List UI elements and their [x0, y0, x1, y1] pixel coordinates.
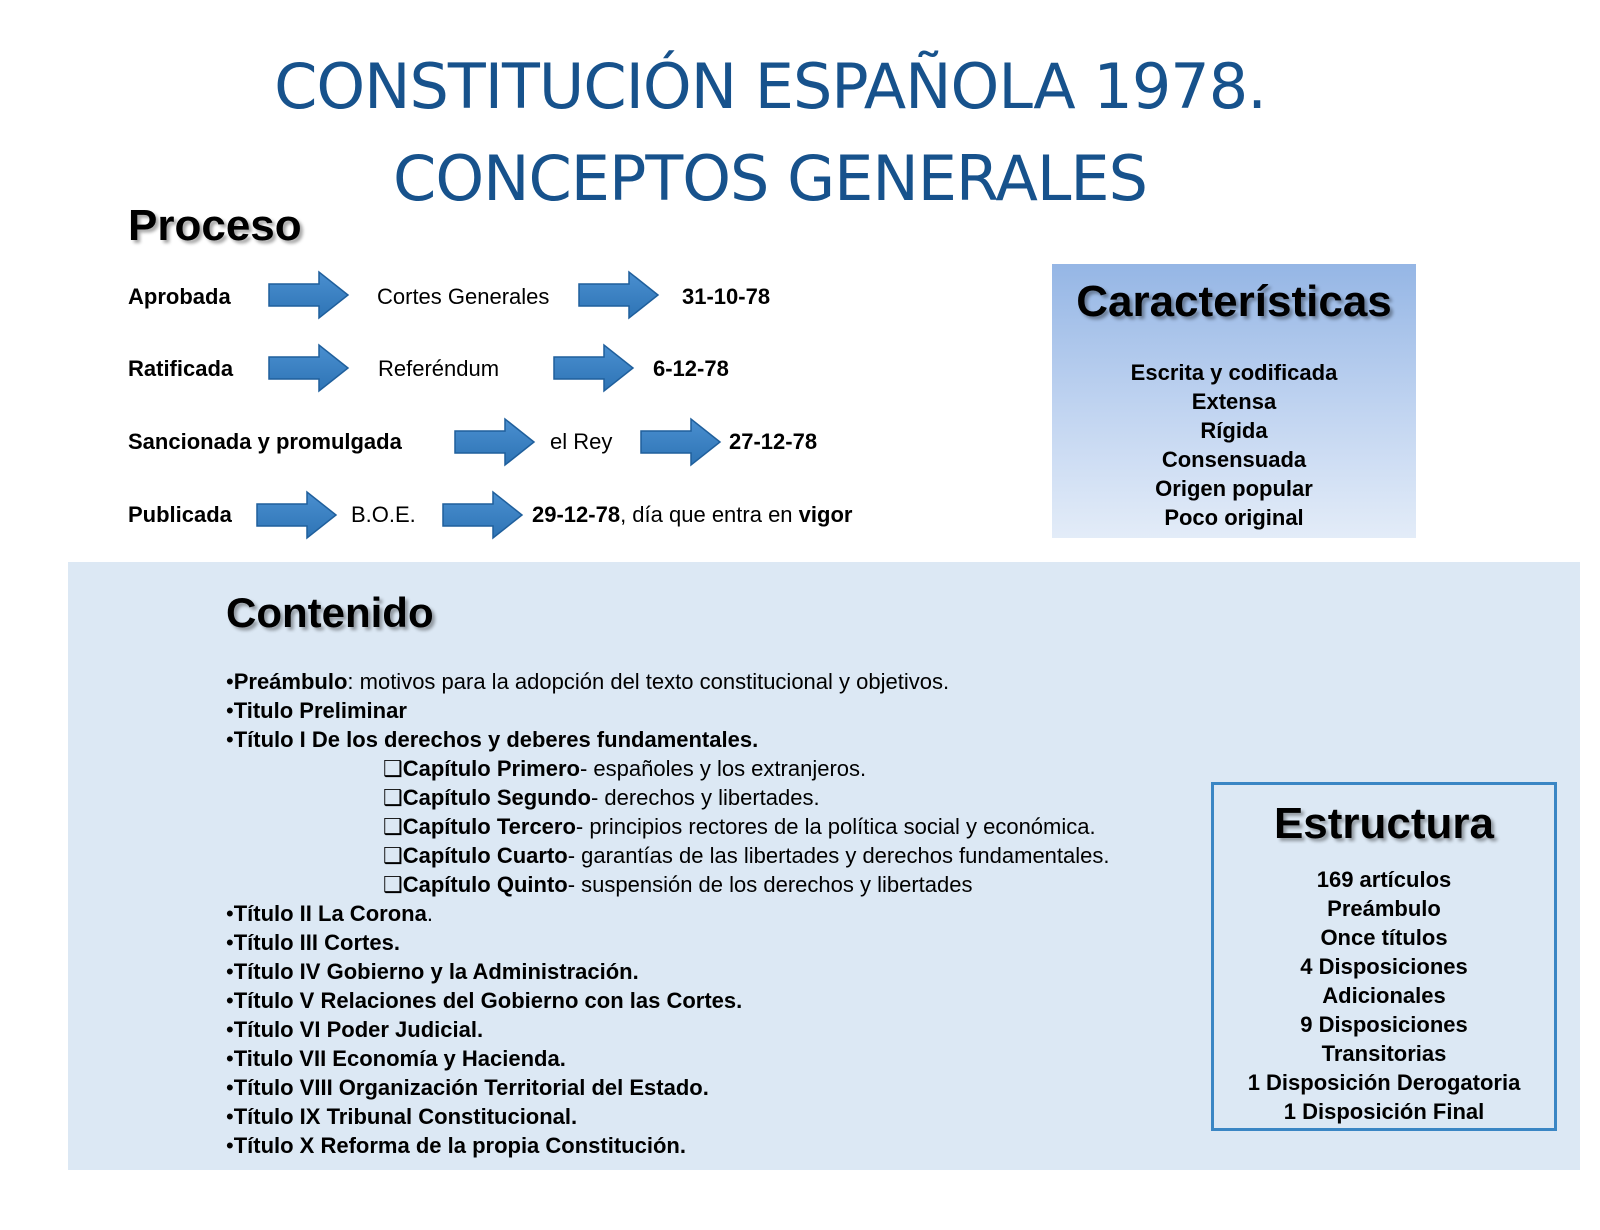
estructura-item: 1 Disposición Final — [1283, 1099, 1485, 1124]
bullet-icon: • — [226, 930, 234, 955]
estructura-heading: Estructura — [1273, 799, 1495, 848]
contenido-item: •Titulo VII Economía y Hacienda. — [226, 1046, 566, 1071]
contenido-item: •Título I De los derechos y deberes fundamentales. — [226, 727, 759, 752]
checkbox-bullet-icon: ❑ — [383, 814, 403, 839]
estructura-item: 169 artículos — [1316, 867, 1452, 892]
contenido-item: •Título IX Tribunal Constitucional. — [226, 1104, 578, 1129]
arrow-right-icon — [268, 270, 350, 320]
arrow-right-icon — [553, 343, 635, 393]
bullet-icon: • — [226, 669, 234, 694]
caracteristicas-box — [1052, 264, 1416, 538]
arrow-right-icon — [454, 417, 536, 467]
proceso-label-publicada: Publicada — [128, 502, 232, 527]
contenido-item: •Título V Relaciones del Gobierno con las Cortes. — [226, 988, 743, 1013]
contenido-item: •Título VI Poder Judicial. — [226, 1017, 484, 1042]
caracteristicas-list — [1052, 358, 1416, 532]
contenido-item: •Titulo Preliminar — [226, 698, 407, 723]
bullet-icon: • — [226, 1046, 234, 1071]
caracteristica-item: Poco original — [1164, 505, 1304, 530]
caracteristica-item: Extensa — [1191, 389, 1277, 414]
estructura-list — [1214, 865, 1554, 1126]
bullet-icon: • — [226, 1075, 234, 1100]
caracteristica-item: Consensuada — [1161, 447, 1307, 472]
estructura-item: 4 Disposiciones — [1300, 954, 1468, 979]
contenido-item: •Título VIII Organización Territorial del Estado. — [226, 1075, 709, 1100]
caracteristicas-heading: Características — [1076, 277, 1392, 326]
proceso-date-aprobada: 31-10-78 — [682, 284, 771, 309]
arrow-right-icon — [640, 417, 722, 467]
proceso-date-sancionada: 27-12-78 — [729, 429, 818, 454]
capitulo-item: ❑Capítulo Quinto- suspensión de los derechos y libertades — [383, 872, 973, 897]
bullet-icon: • — [226, 988, 234, 1013]
bullet-icon: • — [226, 1017, 234, 1042]
proceso-heading: Proceso — [128, 201, 302, 250]
caracteristica-item: Escrita y codificada — [1130, 360, 1338, 385]
bullet-icon: • — [226, 959, 234, 984]
proceso-date-publicada: 29-12-78, día que entra en vigor — [532, 502, 853, 527]
estructura-item: 1 Disposición Derogatoria — [1247, 1070, 1521, 1095]
arrow-right-icon — [578, 270, 660, 320]
estructura-item: Once títulos — [1320, 925, 1448, 950]
bullet-icon: • — [226, 1133, 234, 1158]
bullet-icon: • — [226, 727, 234, 752]
proceso-organ-cortes: Cortes Generales — [377, 284, 550, 309]
capitulo-item: ❑Capítulo Cuarto- garantías de las libertades y derechos fundamentales. — [383, 843, 1110, 868]
estructura-item: Transitorias — [1321, 1041, 1447, 1066]
caracteristica-item: Origen popular — [1155, 476, 1313, 501]
bullet-icon: • — [226, 901, 234, 926]
capitulo-item: ❑Capítulo Tercero- principios rectores de la política social y económica. — [383, 814, 1096, 839]
estructura-item: Preámbulo — [1327, 896, 1441, 921]
proceso-label-aprobada: Aprobada — [128, 284, 231, 309]
page-title-line-2: CONCEPTOS GENERALES — [393, 142, 1147, 215]
contenido-item: •Título III Cortes. — [226, 930, 400, 955]
capitulo-item: ❑Capítulo Segundo- derechos y libertades. — [383, 785, 820, 810]
proceso-label-ratificada: Ratificada — [128, 356, 234, 381]
estructura-box — [1211, 782, 1557, 1131]
bullet-icon: • — [226, 1104, 234, 1129]
proceso-date-ratificada: 6-12-78 — [653, 356, 729, 381]
checkbox-bullet-icon: ❑ — [383, 756, 403, 781]
capitulo-item: ❑Capítulo Primero- españoles y los extranjeros. — [383, 756, 867, 781]
proceso-organ-rey: el Rey — [550, 429, 613, 454]
estructura-item: 9 Disposiciones — [1300, 1012, 1468, 1037]
arrow-right-icon — [442, 490, 524, 540]
proceso-organ-boe: B.O.E. — [351, 502, 416, 527]
contenido-list — [226, 667, 1110, 1160]
proceso-label-sancionada: Sancionada y promulgada — [128, 429, 402, 454]
bullet-icon: • — [226, 698, 234, 723]
contenido-item: •Título IV Gobierno y la Administración. — [226, 959, 639, 984]
contenido-heading: Contenido — [226, 589, 434, 636]
contenido-item: •Título X Reforma de la propia Constitución. — [226, 1133, 686, 1158]
checkbox-bullet-icon: ❑ — [383, 843, 403, 868]
caracteristica-item: Rígida — [1200, 418, 1268, 443]
arrow-right-icon — [268, 343, 350, 393]
contenido-item: •Título II La Corona. — [226, 901, 433, 926]
checkbox-bullet-icon: ❑ — [383, 785, 403, 810]
estructura-item: Adicionales — [1322, 983, 1446, 1008]
arrow-right-icon — [256, 490, 338, 540]
page-title-line-1: CONSTITUCIÓN ESPAÑOLA 1978. — [274, 50, 1266, 123]
checkbox-bullet-icon: ❑ — [383, 872, 403, 897]
contenido-item: •Preámbulo: motivos para la adopción del texto constitucional y objetivos. — [226, 669, 950, 694]
proceso-organ-referendum: Referéndum — [378, 356, 500, 381]
